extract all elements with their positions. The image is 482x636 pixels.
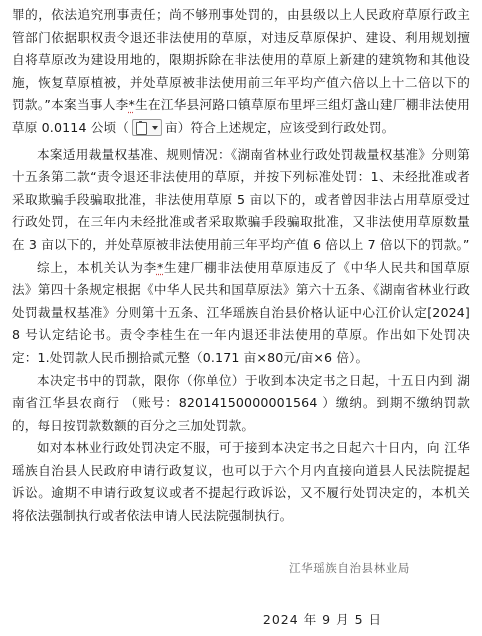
paragraph-discretion-standard: 本案适用裁量权基准、规则情况：《湖南省林业行政处罚裁量权基准》分则第十五条第二款“责令退还非法使用的草原，并按下列标准处罚：1、未经批准或者采取欺骗手段骗取批准，非法使用草原 5 亩以下的，或者曾因非法占用草原受过行政处罚，在三年内未经批准或者采取欺骗手段骗取批准，又非法使用草原数量在 3 亩以下的，并处草原被非法使用前三年平均产值 6 倍以上 7 倍以下的罚款。”: [12, 146, 470, 252]
redacted-char: *: [128, 97, 135, 113]
text-segment: 亩）符合上述规定，应该受到行政处罚。: [165, 119, 395, 135]
text-segment: 罪的，依法追究刑事责任；尚不够刑事处罚的，由县级以上人民政府草原行政主管部门依据职权责令退还非法使用的草原，对违反草原保护、建设、利用规划擅自将草原改为建设用地的，限期拆除在非法使用的草原上新建的建筑物和其他设施，恢复草原植被，并处草原被非法使用前三年平均产值六倍以上十二倍以下的罚款。”本案当事人李: [12, 7, 470, 113]
redacted-char: *: [156, 259, 164, 275]
text-segment: 综上，本机关认为李: [37, 259, 157, 275]
issuing-organization: 江华瑶族自治县林业局: [289, 561, 410, 575]
text-segment: 生在江华县河路口镇草原布里坪三组灯盏山建厂棚非法使用草原 0.0114 公顷（: [12, 97, 470, 135]
issue-date: 2024 年 9 月 5 日: [262, 612, 382, 627]
paragraph-legal-basis: [12, 4, 470, 140]
document-body: [12, 4, 470, 528]
paragraph-appeal: 如对本林业行政处罚决定不服，可于接到本决定书之日起六十日内，向 江华瑶族自治县人民政府申请行政复议，也可以于六个月内直接向道县人民法院提起诉讼。逾期不申请行政复议或者不提起行政诉讼，又不履行处罚决定的，本机关将依法强制执行或者依法申请人民法院强制执行。: [12, 440, 470, 524]
paragraph-decision: [12, 257, 470, 370]
paragraph-payment: 本决定书中的罚款，限你（你单位）于收到本决定书之日起，十五日内到 湖南省江华县农商行 （账号：82014150000001564 ）缴纳。到期不缴纳罚款的，每日按罚款数额的百分之三加处罚款。: [12, 372, 470, 433]
text-segment: 生建厂棚非法使用草原违反了《中华人民共和国草原法》第四十条规定根据《中华人民共和国草原法》第六十五条、《湖南省林业行政处罚裁量权基准》分则第十五条、江华瑶族自治县价格认证中心江价认定[2024] 8 号认定结论书。责令李桂生在一年内退还非法使用的草原。作出如下处罚决定：1.处罚款人民币捌拾贰元整（0.171 亩×80元/亩×6 倍）。: [12, 259, 470, 365]
paste-options-icon[interactable]: [132, 119, 162, 136]
